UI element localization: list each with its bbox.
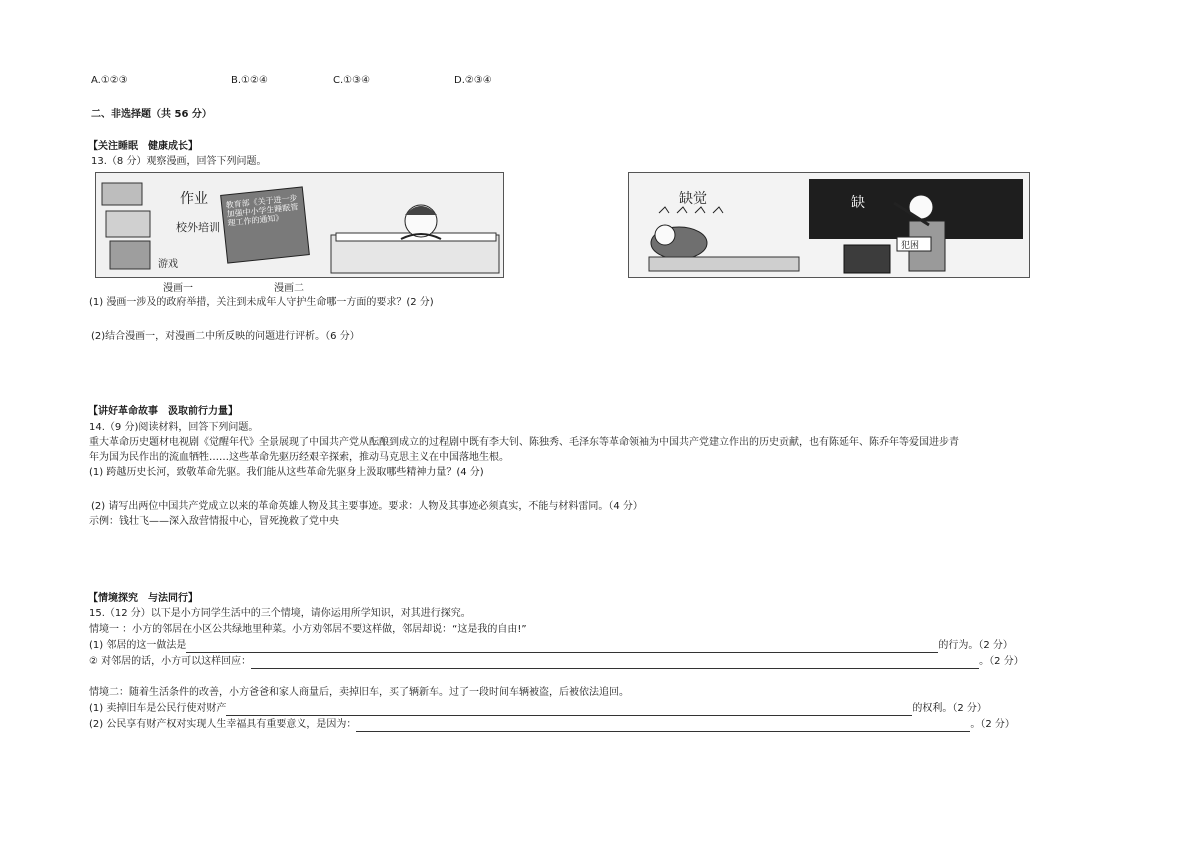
section-title: 二、非选择题（共 56 分）: [91, 109, 212, 120]
q14-sub2: (2) 请写出两位中国共产党成立以来的革命英雄人物及其主要事迹。要求：人物及其事迹必须真实，不能与材料雷同。（4 分）: [91, 501, 643, 512]
option-a: A.①②③: [91, 75, 128, 86]
scene1-q1-row: [89, 639, 1013, 653]
scene1-q2-answer-line[interactable]: [251, 657, 979, 669]
comic1-side-text-3: 游戏: [158, 259, 178, 270]
comic2-sign-text: 缺觉: [679, 191, 707, 207]
scene1-q1-prefix: (1) 邻居的这一做法是: [89, 640, 187, 651]
scene1-q1-answer-line[interactable]: [186, 641, 938, 653]
scene1-q1-suffix: 的行为。（2 分）: [938, 640, 1013, 651]
scene1-q2-suffix: 。（2 分）: [979, 656, 1024, 667]
q13-sub1: (1) 漫画一涉及的政府举措，关注到未成年人守护生命哪一方面的要求？(2 分): [89, 297, 434, 308]
option-b: B.①②④: [231, 75, 268, 86]
scene2-q1-row: [89, 702, 987, 716]
q15-stem: 15.（12 分）以下是小方同学生活中的三个情境，请你运用所学知识，对其进行探究。: [89, 608, 471, 619]
comic-one-image: [95, 172, 504, 278]
q14-sub1: (1) 跨越历史长河，致敬革命先驱。我们能从这些革命先驱身上汲取哪些精神力量？(4 分): [89, 467, 484, 478]
comic-two-caption: 漫画二: [274, 283, 304, 294]
scene2-q2-row: [89, 718, 1015, 732]
q14-example: 示例：钱壮飞——深入敌营情报中心，冒死挽救了党中央: [89, 516, 339, 527]
part1-heading: 【关注睡眠 健康成长】: [88, 141, 198, 152]
q13-sub2: (2)结合漫画一，对漫画二中所反映的问题进行评析。（6 分）: [91, 331, 360, 342]
comic2-board-text: 缺: [851, 195, 865, 211]
comic-two-image: [628, 172, 1030, 278]
comic-one-caption: 漫画一: [163, 283, 193, 294]
option-d: D.②③④: [454, 75, 492, 86]
scene1-q2-row: [89, 655, 1024, 669]
comic1-side-text-2: 校外培训: [176, 221, 220, 234]
q14-stem: 14.（9 分)阅读材料，回答下列问题。: [89, 422, 259, 433]
scene1-q2-prefix: ② 对邻居的话，小方可以这样回应：: [89, 656, 252, 667]
scene2-q1-answer-line[interactable]: [226, 704, 912, 716]
scene2-q2-prefix: (2) 公民享有财产权对实现人生幸福具有重要意义，是因为：: [89, 719, 357, 730]
scene-one-text: 情境一 ：小方的邻居在小区公共绿地里种菜。小方劝邻居不要这样做，邻居却说：“这是我的自由!”: [89, 624, 527, 635]
option-c: C.①③④: [333, 75, 371, 86]
comic2-tag-text: 犯困: [901, 241, 920, 251]
scene2-q1-prefix: (1) 卖掉旧车是公民行使对财产: [89, 703, 227, 714]
comic1-poster-text: 教育部《关于进一步加强中小学生睡眠管理工作的通知》: [225, 193, 299, 228]
q14-material-line2: 年为国为民作出的流血牺牲……这些革命先驱历经艰辛探索，推动马克思主义在中国落地生根。: [89, 452, 509, 463]
scene2-q1-suffix: 的权利。（2 分）: [912, 703, 987, 714]
scene-two-text: 情境二：随着生活条件的改善，小方爸爸和家人商量后，卖掉旧车，买了辆新车。过了一段时间车辆被盗，后被依法追回。: [89, 687, 629, 698]
q14-material-line1: 重大革命历史题材电视剧《觉醒年代》全景展现了中国共产党从酝酿到成立的过程剧中既有李大钊、陈独秀、毛泽东等革命领袖为中国共产党建立作出的历史贡献，也有陈延年、陈乔年等爱国进步青: [89, 437, 959, 448]
part2-heading: 【讲好革命故事 汲取前行力量】: [88, 406, 238, 417]
part3-heading: 【情境探究 与法同行】: [88, 593, 198, 604]
comic1-side-text-1: 作业: [180, 191, 208, 207]
scene2-q2-answer-line[interactable]: [356, 720, 970, 732]
q13-stem: 13.（8 分）观察漫画，回答下列问题。: [91, 156, 267, 167]
scene2-q2-suffix: 。（2 分）: [970, 719, 1015, 730]
